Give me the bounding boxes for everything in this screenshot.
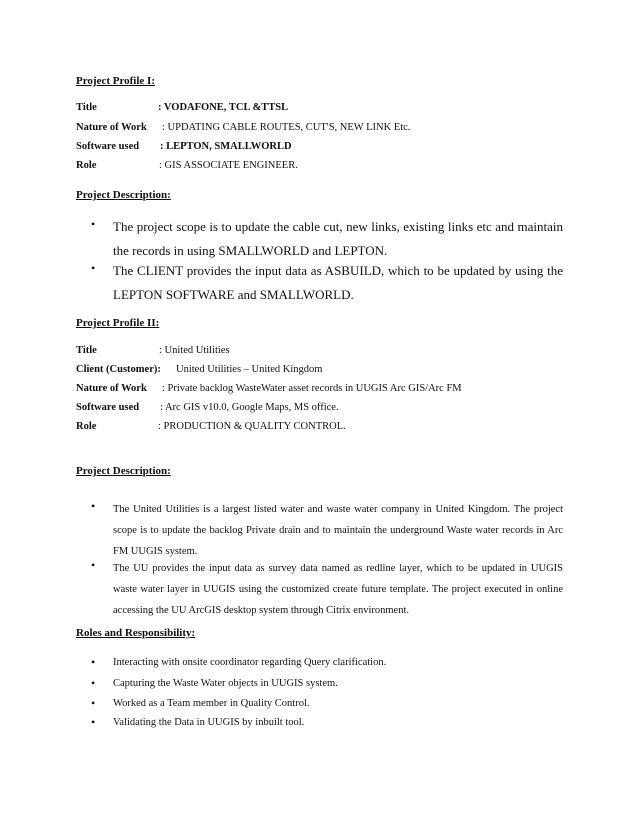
bullet-text: Worked as a Team member in Quality Control. — [113, 698, 310, 709]
bullet-icon: • — [91, 655, 96, 669]
field-label: Role — [76, 421, 97, 432]
bullet-icon: • — [91, 499, 96, 513]
project-description-1-heading: Project Description: — [76, 189, 171, 201]
bullet-text: The project scope is to update the cable cut, new links, existing links etc and maintain the records in using SMALLWORLD and LEPTON. — [113, 219, 563, 258]
field-label: Nature of Work — [76, 122, 147, 133]
project-profile-2-heading: Project Profile II: — [76, 317, 160, 329]
field-label: Nature of Work — [76, 383, 147, 394]
field-value: : Arc GIS v10.0, Google Maps, MS office. — [160, 402, 339, 413]
field-value: : UPDATING CABLE ROUTES, CUT'S, NEW LINK Etc. — [162, 122, 411, 133]
bullet-icon: • — [91, 261, 96, 275]
field-value: : GIS ASSOCIATE ENGINEER. — [159, 160, 298, 171]
bullet-icon: • — [91, 676, 96, 690]
bullet-icon: • — [91, 217, 96, 231]
field-value: : LEPTON, SMALLWORLD — [160, 141, 292, 152]
roles-heading: Roles and Responsibility: — [76, 627, 196, 639]
field-value: : VODAFONE, TCL &TTSL — [158, 102, 289, 113]
field-label: Software used — [76, 141, 140, 152]
field-label: Role — [76, 160, 97, 171]
field-value: : Private backlog WasteWater asset records in UUGIS Arc GIS/Arc FM — [162, 383, 462, 394]
bullet-icon: • — [91, 558, 96, 572]
project-description-2-heading: Project Description: — [76, 465, 171, 477]
bullet-text: Validating the Data in UUGIS by inbuilt tool. — [113, 717, 305, 728]
bullet-text: The UU provides the input data as survey data named as redline layer, which to be updated in UUGIS waste water layer in UUGIS using the customized create future template. The project executed in online accessing the UU ArcGIS desktop system through Citrix environment. — [113, 563, 563, 616]
field-label: Software used — [76, 402, 140, 413]
field-value: : PRODUCTION & QUALITY CONTROL. — [158, 421, 346, 432]
field-label: Title — [76, 345, 97, 356]
project-profile-1-heading: Project Profile I: — [76, 75, 155, 87]
bullet-text: The United Utilities is a largest listed water and waste water company in United Kingdom. The project scope is to update the backlog Private drain and to maintain the underground Waste water records in Arc FM UUGIS system. — [113, 504, 563, 557]
bullet-text: Capturing the Waste Water objects in UUGIS system. — [113, 678, 338, 689]
field-value: United Utilities – United Kingdom — [176, 364, 323, 375]
bullet-icon: • — [91, 696, 96, 710]
bullet-text: The CLIENT provides the input data as ASBUILD, which to be updated by using the LEPTON SOFTWARE and SMALLWORLD. — [113, 263, 563, 302]
field-label: Title — [76, 102, 97, 113]
bullet-icon: • — [91, 715, 96, 729]
bullet-text: Interacting with onsite coordinator regarding Query clarification. — [113, 657, 387, 668]
field-label: Client (Customer): — [76, 364, 161, 375]
field-value: : United Utilities — [159, 345, 230, 356]
